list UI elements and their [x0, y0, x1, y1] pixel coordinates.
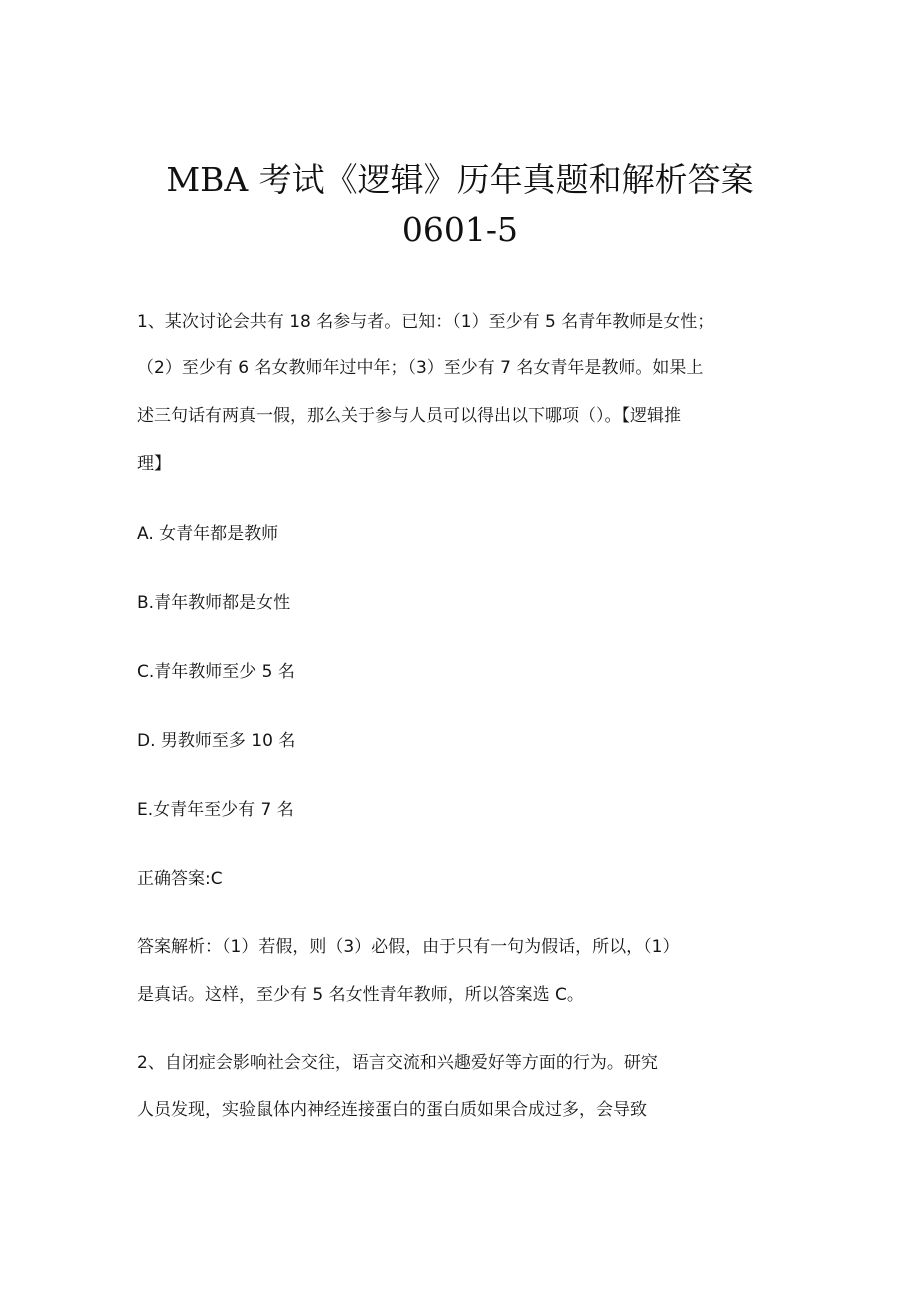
correct-answer: 正确答案:C	[137, 869, 223, 889]
question-1-stem-line: 理】	[137, 454, 171, 474]
option-a: A. 女青年都是教师	[137, 524, 279, 544]
question-1-stem-line: （2）至少有 6 名女教师年过中年；（3）至少有 7 名女青年是教师。如果上	[137, 358, 704, 378]
question-1-stem-line: 述三句话有两真一假，那么关于参与人员可以得出以下哪项（）。【逻辑推	[137, 406, 681, 426]
question-1-stem-line: 1、某次讨论会共有 18 名参与者。已知：（1）至少有 5 名青年教师是女性；	[137, 312, 715, 332]
document-title-code: 0601-5	[401, 210, 519, 249]
option-b: B.青年教师都是女性	[137, 593, 291, 613]
answer-analysis-line: 答案解析：（1）若假，则（3）必假，由于只有一句为假话，所以，（1）	[137, 937, 680, 957]
question-2-stem-line: 人员发现，实验鼠体内神经连接蛋白的蛋白质如果合成过多，会导致	[137, 1100, 647, 1120]
document-title: MBA 考试《逻辑》历年真题和解析答案	[166, 160, 754, 199]
answer-analysis-line: 是真话。这样，至少有 5 名女性青年教师，所以答案选 C。	[137, 985, 584, 1005]
question-2-stem-line: 2、自闭症会影响社会交往，语言交流和兴趣爱好等方面的行为。研究	[137, 1053, 658, 1073]
option-e: E.女青年至少有 7 名	[137, 800, 294, 820]
option-c: C.青年教师至少 5 名	[137, 662, 295, 682]
option-d: D. 男教师至多 10 名	[137, 731, 296, 751]
